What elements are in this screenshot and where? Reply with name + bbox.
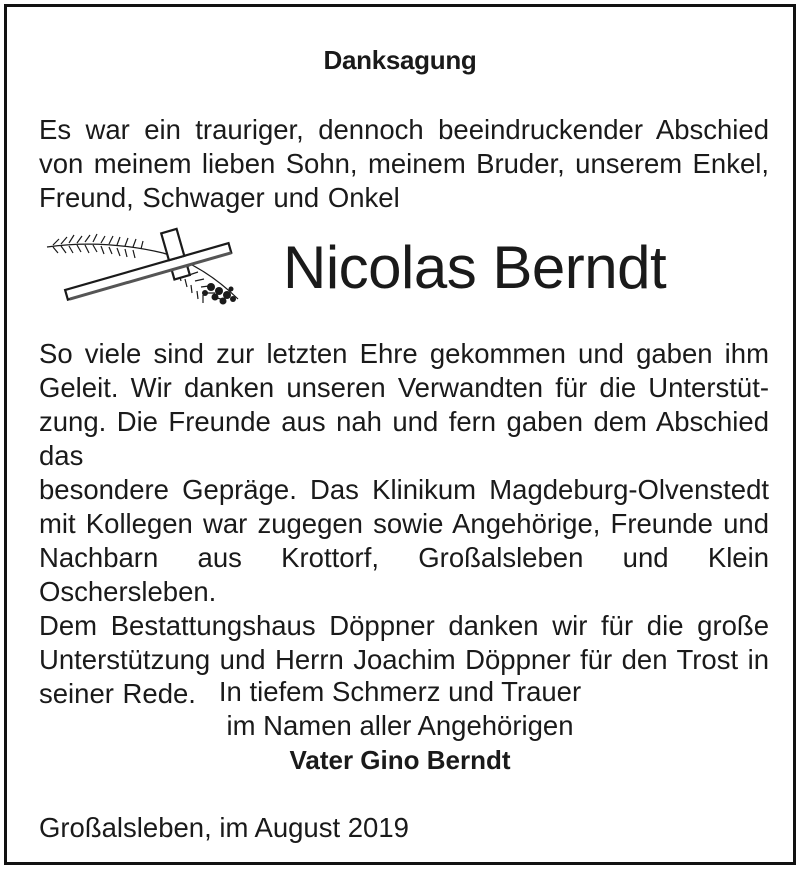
obituary-notice xyxy=(4,4,796,865)
body-line: Geleit. Wir danken unseren Verwandten für die Unterstüt- xyxy=(39,372,769,403)
closing-line: In tiefem Schmerz und Trauer xyxy=(218,676,582,707)
intro-paragraph xyxy=(39,113,769,215)
body-line: So viele sind zur letzten Ehre gekommen und gaben ihm xyxy=(39,338,769,369)
notice-heading: Danksagung xyxy=(323,45,477,75)
body-paragraph xyxy=(39,337,769,711)
cross-with-pine-branch-icon xyxy=(43,225,243,307)
body-line: besondere Gepräge. Das Klinikum Magdeburg-Olvenstedt xyxy=(39,474,769,505)
closing-line: im Namen aller Angehörigen xyxy=(226,710,574,741)
body-line: Nachbarn aus Krottorf, Großalsleben und Klein Oschersleben. xyxy=(39,542,769,607)
place-date: Großalsleben, im August 2019 xyxy=(39,812,409,843)
body-line: Unterstützung und Herrn Joachim Döppner für den Trost in xyxy=(39,644,769,675)
body-line: zung. Die Freunde aus nah und fern gaben dem Abschied das xyxy=(39,406,769,471)
intro-line: Freund, Schwager und Onkel xyxy=(39,182,400,213)
body-line: Dem Bestattungshaus Döppner danken wir für die große xyxy=(39,610,769,641)
deceased-name: Nicolas Berndt xyxy=(283,234,667,301)
closing-block xyxy=(7,675,793,777)
body-line: seiner Rede. xyxy=(39,678,196,709)
body-line: mit Kollegen war zugegen sowie Angehörige, Freunde und xyxy=(39,508,769,539)
intro-line: von meinem lieben Sohn, meinem Bruder, unserem Enkel, xyxy=(39,148,769,179)
signer-name: Vater Gino Berndt xyxy=(289,745,511,775)
intro-line: Es war ein trauriger, dennoch beeindruckender Abschied xyxy=(39,114,769,145)
